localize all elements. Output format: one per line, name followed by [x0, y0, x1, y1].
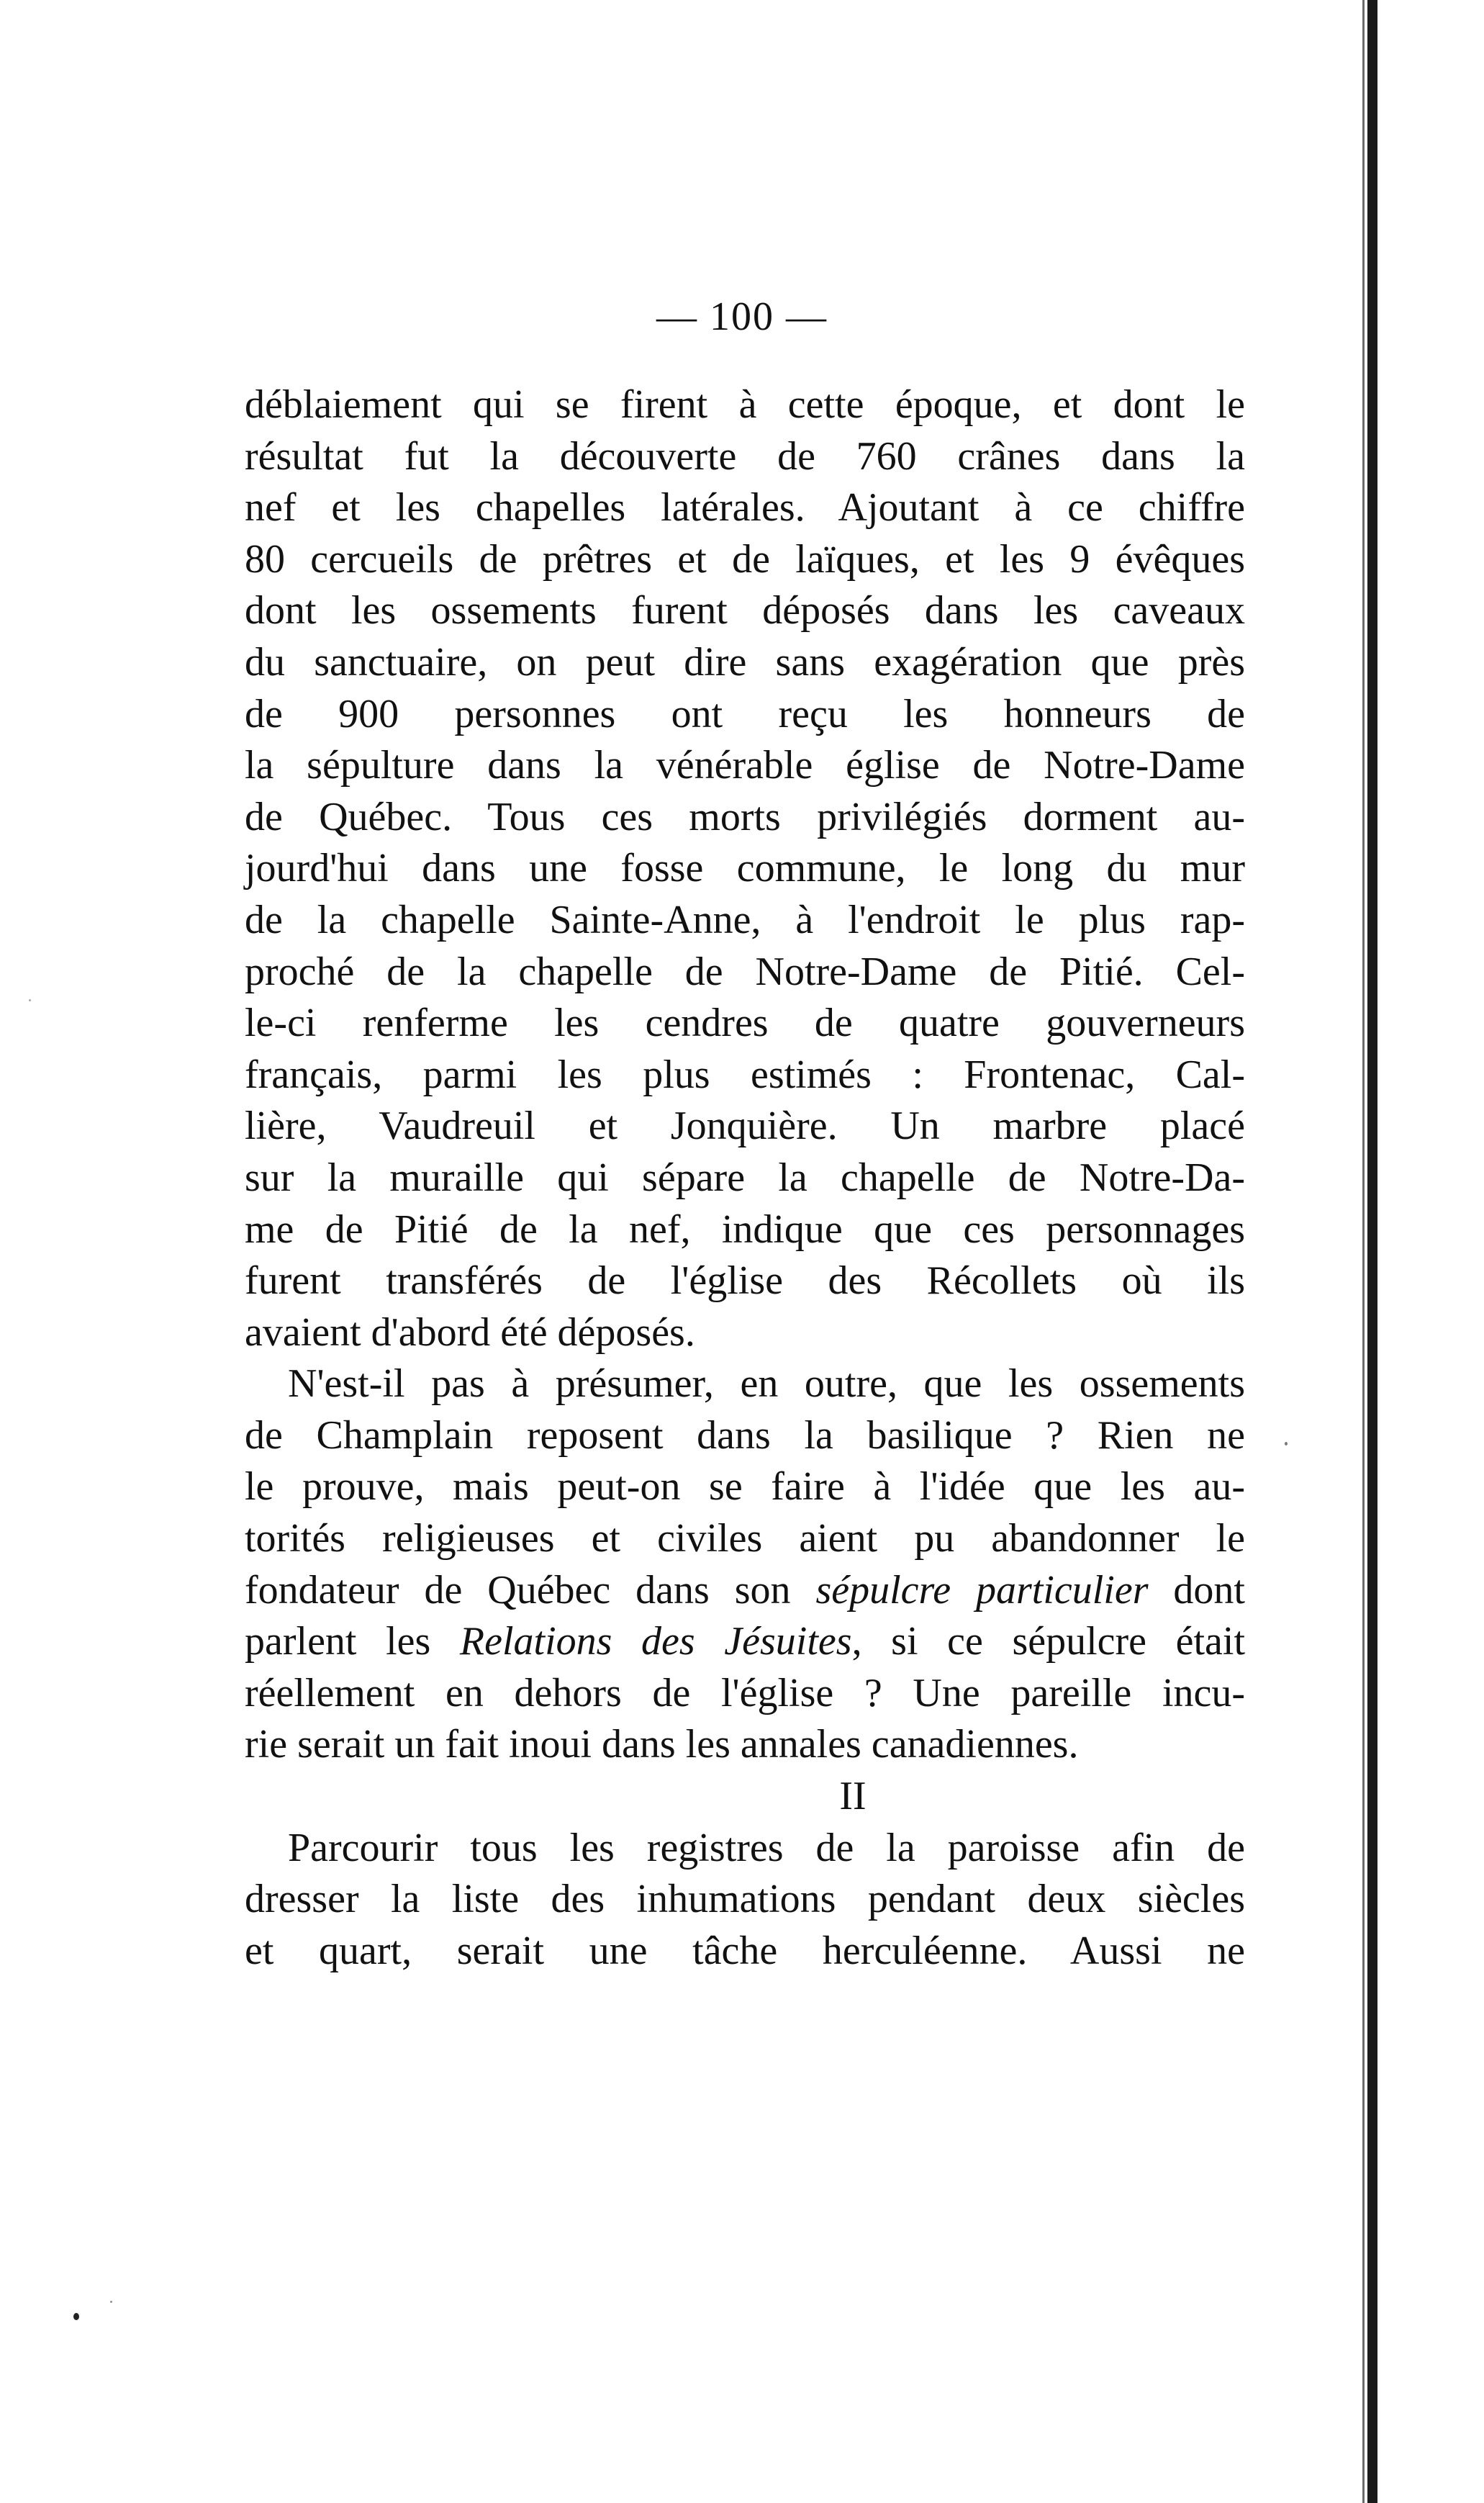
text-line: le prouve, mais peut-on se faire à l'idée que les au- — [245, 1464, 1245, 1510]
text-run: dont — [1148, 1567, 1245, 1613]
book-spine — [1367, 0, 1377, 2503]
ink-speck — [1285, 1442, 1288, 1446]
paragraph-1 — [245, 379, 1245, 1358]
text-line: de Québec. Tous ces morts privilégiés dorment au- — [245, 794, 1245, 839]
text-line: dresser la liste des inhumations pendant deux siècles — [245, 1877, 1245, 1922]
ink-speck — [73, 2313, 79, 2320]
text-line: du sanctuaire, on peut dire sans exagération que près — [245, 639, 1245, 685]
text-line: résultat fut la découverte de 760 crânes dans la — [245, 433, 1245, 479]
text-line: jourd'hui dans une fosse commune, le long du mur — [245, 846, 1245, 891]
paragraph-3 — [245, 1823, 1245, 1977]
text-line: sur la muraille qui sépare la chapelle de Notre-Da- — [245, 1155, 1245, 1200]
text-line: de Champlain reposent dans la basilique ? Rien ne — [245, 1412, 1245, 1458]
text-line: me de Pitié de la nef, indique que ces personnages — [245, 1207, 1245, 1252]
text-line: de 900 personnes ont reçu les honneurs de — [245, 691, 1245, 736]
ink-speck — [29, 999, 31, 1001]
text-line: dont les ossements furent déposés dans les caveaux — [245, 588, 1245, 633]
text-line: et quart, serait une tâche herculéenne. Aussi ne — [245, 1928, 1245, 1973]
italic-title: Relations des Jésuites — [459, 1619, 852, 1664]
text-line: avaient d'abord été déposés. — [245, 1309, 695, 1355]
text-line: N'est-il pas à présumer, en outre, que les ossements — [288, 1361, 1245, 1407]
section-heading: II — [839, 1774, 867, 1819]
text-line: de la chapelle Sainte-Anne, à l'endroit le plus rap- — [245, 897, 1245, 942]
text-run: fondateur de Québec dans son — [245, 1567, 816, 1613]
text-line: Parcourir tous les registres de la paroisse afin de — [288, 1825, 1245, 1870]
italic-phrase: sépulcre particulier — [815, 1567, 1149, 1613]
body-text — [245, 379, 1245, 1977]
text-line: furent transférés de l'église des Récollets où ils — [245, 1258, 1245, 1304]
text-line: la sépulture dans la vénérable église de Notre-Dame — [245, 743, 1245, 788]
text-line: déblaiement qui se firent à cette époque, et dont le — [245, 382, 1245, 427]
paragraph-2 — [245, 1358, 1245, 1771]
ink-speck — [110, 2301, 112, 2303]
text-line: réellement en dehors de l'église ? Une pareille incu- — [245, 1670, 1245, 1715]
text-line: proché de la chapelle de Notre-Dame de Pitié. Cel- — [245, 949, 1245, 994]
text-line: torités religieuses et civiles aient pu abandonner le — [245, 1516, 1245, 1561]
text-line: 80 cercueils de prêtres et de laïques, et les 9 évêques — [245, 536, 1245, 582]
text-line: lière, Vaudreuil et Jonquière. Un marbre placé — [245, 1104, 1245, 1149]
text-line: français, parmi les plus estimés : Frontenac, Cal- — [245, 1052, 1245, 1097]
text-run: parlent les — [245, 1619, 460, 1664]
text-run: , si ce sépulcre était — [851, 1619, 1246, 1664]
text-line: le-ci renferme les cendres de quatre gouverneurs — [245, 1001, 1245, 1046]
text-line: nef et les chapelles latérales. Ajoutant à ce chiffre — [245, 485, 1245, 531]
text-line: rie serait un fait inoui dans les annales canadiennes. — [245, 1722, 1079, 1767]
text-line-with-italic — [245, 1616, 1245, 1668]
text-line-with-italic — [245, 1565, 1245, 1617]
page-number: — 100 — — [656, 294, 828, 339]
page-edge-shadow — [1362, 0, 1365, 2503]
